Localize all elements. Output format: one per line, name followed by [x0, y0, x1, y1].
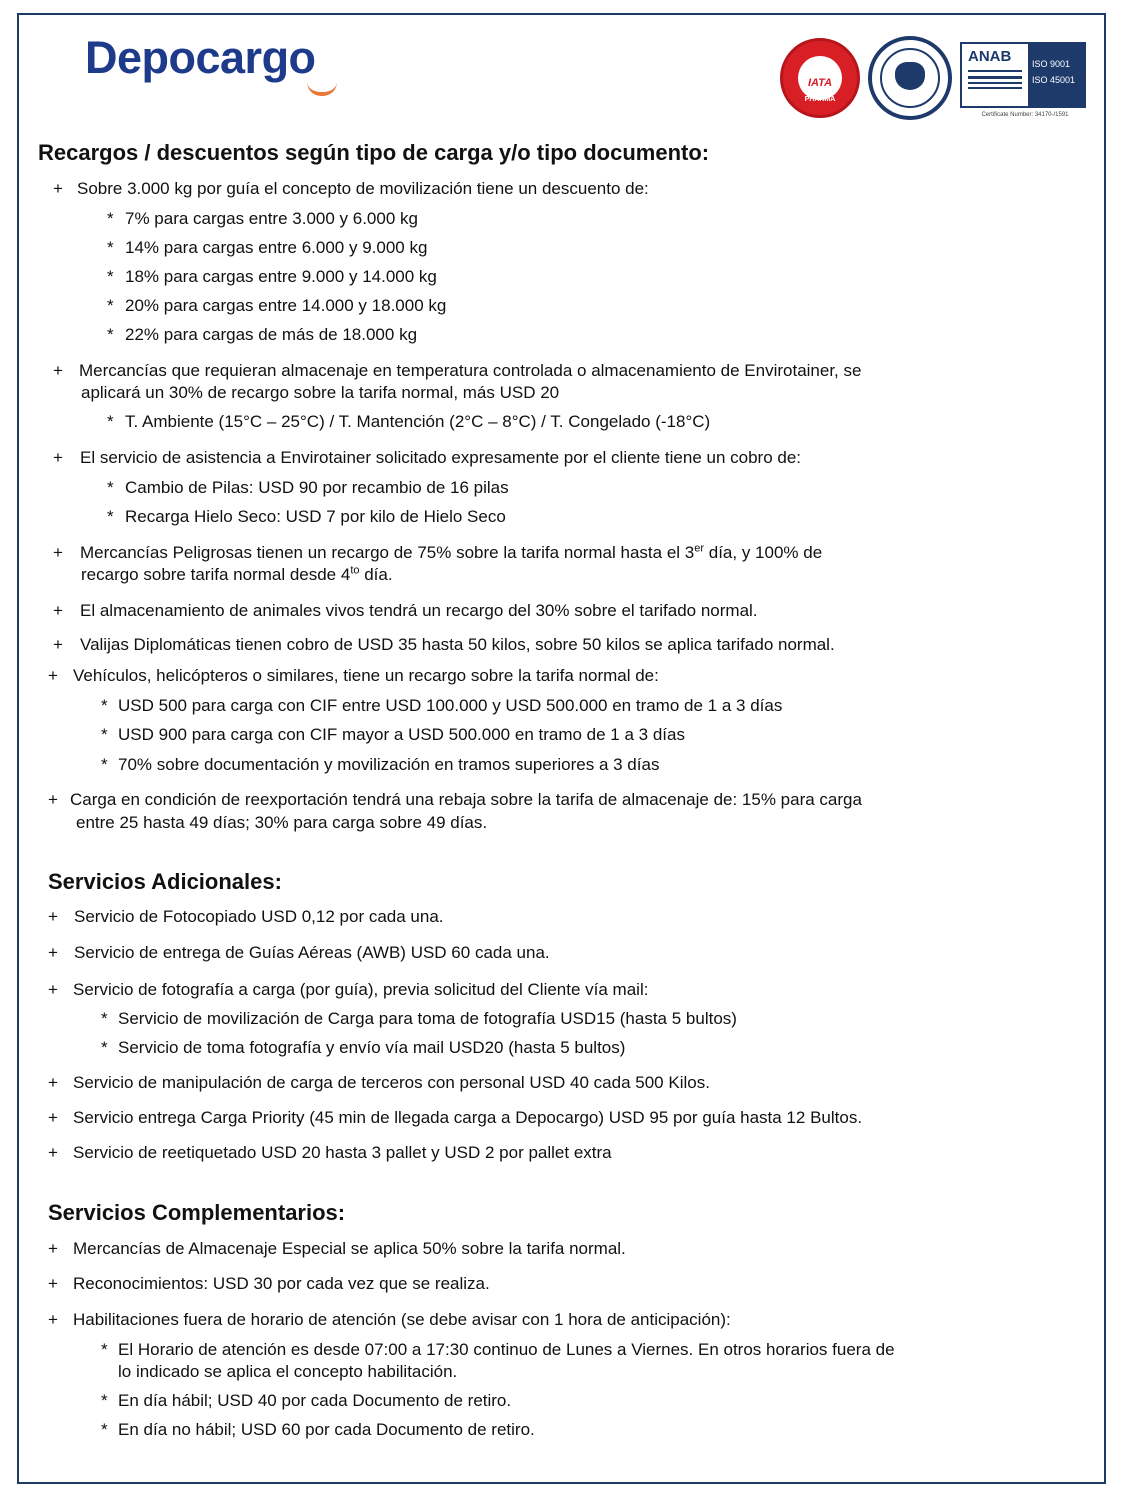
- ordinal-superscript: to: [350, 564, 360, 577]
- list-item: [48, 942, 550, 964]
- sub-item-text: 14% para cargas entre 6.000 y 9.000 kg: [125, 238, 428, 257]
- list-item: [48, 979, 648, 1001]
- anab-fine-print-graphic: [968, 68, 1022, 92]
- plus-marker: +: [48, 1310, 58, 1329]
- item-text: Servicio de fotografía a carga (por guía), previa solicitud del Cliente vía mail:: [73, 980, 649, 999]
- star-marker: *: [101, 755, 108, 774]
- sub-list-item: [107, 411, 710, 433]
- item-text-part: Mercancías Peligrosas tienen un recargo de 75% sobre la tarifa normal hasta el 3: [80, 543, 695, 562]
- plus-marker: +: [48, 790, 58, 809]
- item-text-continuation: [81, 564, 393, 586]
- item-text: Vehículos, helicópteros o similares, tiene un recargo sobre la tarifa normal de:: [73, 666, 659, 685]
- sub-item-text: 18% para cargas entre 9.000 y 14.000 kg: [125, 267, 437, 286]
- plus-marker: +: [53, 361, 63, 380]
- item-text-part: día, y 100% de: [704, 543, 823, 562]
- sub-list-item: [101, 695, 782, 717]
- star-marker: *: [101, 725, 108, 744]
- item-text: Reconocimientos: USD 30 por cada vez que se realiza.: [73, 1274, 490, 1293]
- item-text: [80, 542, 822, 564]
- item-text: Servicio de Fotocopiado USD 0,12 por cada una.: [74, 907, 444, 926]
- star-marker: *: [101, 1420, 108, 1439]
- sub-item-text: 7% para cargas entre 3.000 y 6.000 kg: [125, 209, 418, 228]
- sub-list-item: [101, 1037, 625, 1059]
- logo-text: Depocargo: [85, 32, 316, 83]
- plus-marker: +: [48, 1108, 58, 1127]
- item-text: Carga en condición de reexportación tendrá una rebaja sobre la tarifa de almacenaje de: 15% para carga: [70, 790, 862, 809]
- iso-9001-label: ISO 9001: [1032, 59, 1071, 69]
- eagle-icon: [895, 62, 925, 90]
- abs-quality-seal: [868, 36, 952, 120]
- page-border: [17, 13, 1106, 1484]
- star-marker: *: [107, 296, 114, 315]
- star-marker: *: [101, 1391, 108, 1410]
- list-item: [48, 665, 659, 687]
- sub-list-item: [101, 1339, 895, 1361]
- list-item: [48, 1273, 490, 1295]
- item-text-continuation: aplicará un 30% de recargo sobre la tarifa normal, más USD 20: [81, 383, 560, 402]
- plus-marker: +: [53, 635, 63, 654]
- sub-item-text: En día no hábil; USD 60 por cada Documento de retiro.: [118, 1420, 535, 1439]
- plus-marker: +: [48, 1239, 58, 1258]
- star-marker: *: [107, 412, 114, 431]
- sub-item-text: Cambio de Pilas: USD 90 por recambio de 16 pilas: [125, 478, 509, 497]
- anab-accredited-mark: [968, 68, 1022, 95]
- item-text-justified: [80, 542, 1057, 564]
- plus-marker: +: [53, 543, 63, 562]
- item-text-part: día.: [359, 565, 393, 584]
- anab-accreditation-badge: [960, 42, 1086, 118]
- sub-list-item: [101, 1390, 511, 1412]
- list-item: [48, 906, 444, 928]
- star-marker: *: [107, 507, 114, 526]
- star-marker: *: [101, 1340, 108, 1359]
- sub-list-item: [101, 724, 685, 746]
- item-text: Servicio de reetiquetado USD 20 hasta 3 pallet y USD 2 por pallet extra: [73, 1143, 612, 1162]
- sub-list-item: [107, 324, 417, 346]
- item-text: Servicio de manipulación de carga de terceros con personal USD 40 cada 500 Kilos.: [73, 1073, 710, 1092]
- sub-item-text: 22% para cargas de más de 18.000 kg: [125, 325, 418, 344]
- star-marker: *: [101, 1038, 108, 1057]
- plus-marker: +: [53, 601, 63, 620]
- item-text: Mercancías de Almacenaje Especial se aplica 50% sobre la tarifa normal.: [73, 1239, 626, 1258]
- sub-list-item: [107, 295, 446, 317]
- plus-marker: +: [48, 943, 58, 962]
- plus-marker: +: [53, 448, 63, 467]
- list-item: [53, 600, 758, 622]
- star-marker: *: [101, 1009, 108, 1028]
- plus-marker: +: [53, 179, 63, 198]
- sub-item-text: Servicio de toma fotografía y envío vía mail USD20 (hasta 5 bultos): [118, 1038, 626, 1057]
- sub-list-item: [107, 477, 509, 499]
- star-marker: *: [107, 238, 114, 257]
- list-item: [48, 1107, 862, 1129]
- sub-item-text: En día hábil; USD 40 por cada Documento de retiro.: [118, 1391, 512, 1410]
- list-item: [53, 178, 649, 200]
- list-item: [48, 1072, 710, 1094]
- item-text: El servicio de asistencia a Envirotainer solicitado expresamente por el cliente tiene un cobro de:: [80, 448, 802, 467]
- list-item: [53, 360, 861, 382]
- list-item: [48, 1238, 626, 1260]
- plus-marker: +: [48, 1073, 58, 1092]
- plus-marker: +: [48, 1274, 58, 1293]
- item-text: Mercancías que requieran almacenaje en temperatura controlada o almacenamiento de Envirotainer, se: [79, 361, 862, 380]
- sub-item-text: El Horario de atención es desde 07:00 a 17:30 continuo de Lunes a Viernes. En otros horarios fuera de: [118, 1340, 895, 1359]
- item-text-continuation: entre 25 hasta 49 días; 30% para carga sobre 49 días.: [76, 813, 488, 832]
- sub-list-item: [107, 266, 437, 288]
- plus-marker: +: [48, 980, 58, 999]
- list-item: [53, 447, 801, 469]
- plus-marker: +: [48, 907, 58, 926]
- section-title-servicios-complementarios: Servicios Complementarios:: [48, 1200, 346, 1225]
- iata-label: IATA: [807, 77, 833, 89]
- iso-45001-label: ISO 45001: [1032, 75, 1076, 85]
- sub-item-text: 20% para cargas entre 14.000 y 18.000 kg: [125, 296, 447, 315]
- anab-label: ANAB: [968, 48, 1012, 65]
- iata-pharma-label: PHARMA: [804, 96, 836, 103]
- sub-item-text: USD 900 para carga con CIF mayor a USD 500.000 en tramo de 1 a 3 días: [118, 725, 685, 744]
- section-title-servicios-adicionales: Servicios Adicionales:: [48, 869, 282, 894]
- iata-ceiv-pharma-seal: [780, 38, 860, 118]
- plus-marker: +: [48, 1143, 58, 1162]
- star-marker: *: [107, 267, 114, 286]
- sub-list-item: [107, 506, 506, 528]
- section-title-recargos: Recargos / descuentos según tipo de carga y/o tipo documento:: [38, 140, 710, 165]
- sub-item-text: 70% sobre documentación y movilización en tramos superiores a 3 días: [118, 755, 660, 774]
- star-marker: *: [107, 478, 114, 497]
- list-item: [48, 1142, 612, 1164]
- item-text: Servicio entrega Carga Priority (45 min de llegada carga a Depocargo) USD 95 por guía hasta 12 Bultos.: [73, 1108, 863, 1127]
- certification-badges: [780, 36, 1090, 122]
- list-item: [48, 789, 862, 811]
- item-text: El almacenamiento de animales vivos tendrá un recargo del 30% sobre el tarifado normal.: [80, 601, 758, 620]
- item-text: Sobre 3.000 kg por guía el concepto de movilización tiene un descuento de:: [77, 179, 649, 198]
- certificate-number: Certificate Number: 34170-/1591: [981, 112, 1069, 118]
- item-text: Servicio de entrega de Guías Aéreas (AWB) USD 60 cada una.: [74, 943, 550, 962]
- item-text: Valijas Diplomáticas tienen cobro de USD 35 hasta 50 kilos, sobre 50 kilos se aplica tarifado normal.: [80, 635, 835, 654]
- sub-list-item: [101, 1008, 737, 1030]
- star-marker: *: [107, 325, 114, 344]
- sub-item-text-continuation: lo indicado se aplica el concepto habilitación.: [118, 1362, 458, 1381]
- sub-list-item: [101, 754, 659, 776]
- list-item: [48, 1309, 731, 1331]
- list-item: [53, 542, 1057, 564]
- star-marker: *: [107, 209, 114, 228]
- item-text: Habilitaciones fuera de horario de atención (se debe avisar con 1 hora de anticipación):: [73, 1310, 731, 1329]
- sub-list-item: [107, 237, 427, 259]
- sub-item-text: T. Ambiente (15°C – 25°C) / T. Mantención (2°C – 8°C) / T. Congelado (-18°C): [125, 412, 711, 431]
- sub-list-item: [101, 1419, 535, 1441]
- item-text-part: recargo sobre tarifa normal desde 4: [81, 565, 351, 584]
- sub-item-text: Recarga Hielo Seco: USD 7 por kilo de Hielo Seco: [125, 507, 506, 526]
- list-item: [53, 634, 835, 656]
- depocargo-logo: [85, 32, 316, 84]
- ordinal-superscript: er: [694, 542, 705, 555]
- star-marker: *: [101, 696, 108, 715]
- plus-marker: +: [48, 666, 58, 685]
- sub-item-text: USD 500 para carga con CIF entre USD 100.000 y USD 500.000 en tramo de 1 a 3 días: [118, 696, 783, 715]
- sub-item-text: Servicio de movilización de Carga para toma de fotografía USD15 (hasta 5 bultos): [118, 1009, 737, 1028]
- sub-list-item: [107, 208, 418, 230]
